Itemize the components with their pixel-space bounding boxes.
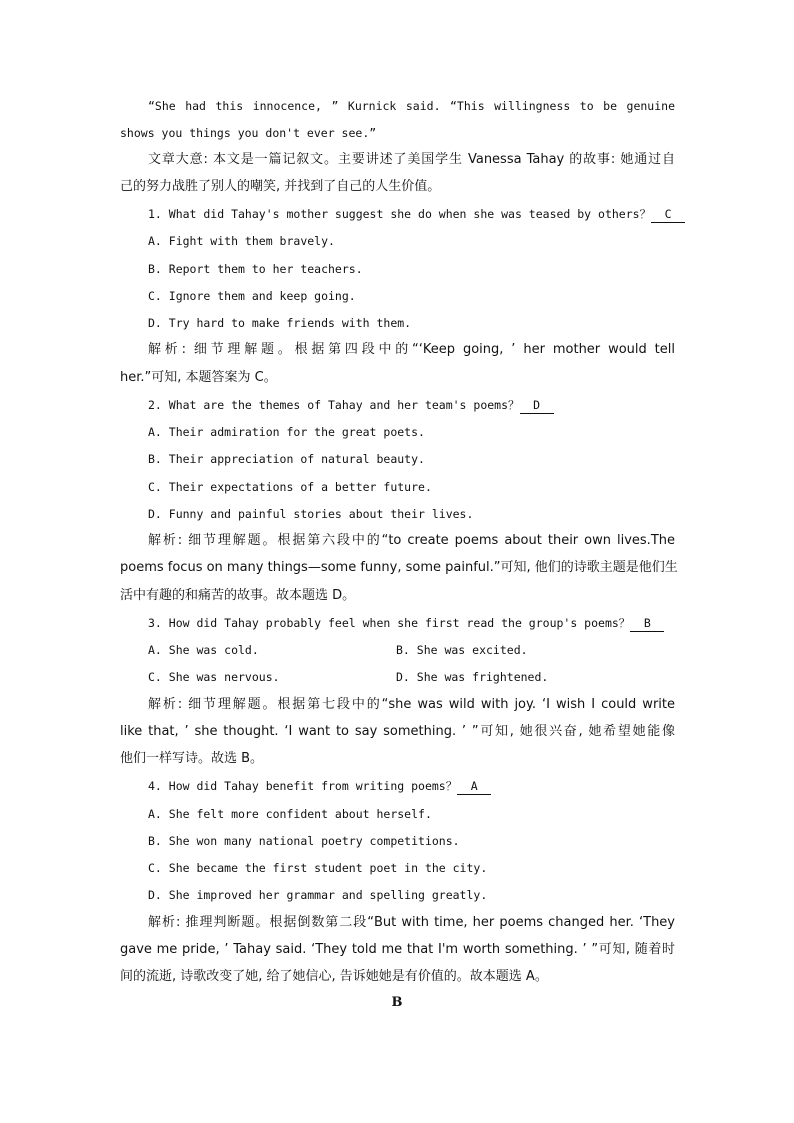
q2-option-d: D. Funny and painful stories about their lives. xyxy=(148,507,474,521)
q4-option-d: D. She improved her grammar and spelling greatly. xyxy=(148,888,488,902)
q1-analysis-line-2: her.”可知, 本题答案为 C。 xyxy=(120,370,277,385)
q1-option-a: A. Fight with them bravely. xyxy=(148,234,335,248)
summary-line-2: 己的努力战胜了别人的嘲笑, 并找到了自己的人生价值。 xyxy=(120,179,441,194)
q1-stem xyxy=(148,204,675,224)
q4-analysis-line-1: 解析: 推理判断题。根据倒数第二段“But with time, her poems changed her. ‘They xyxy=(148,915,675,930)
q1-analysis-line-1: 解析: 细节理解题。根据第四段中的“‘Keep going, ’ her mother would tell xyxy=(148,342,675,357)
q1-option-d: D. Try hard to make friends with them. xyxy=(148,316,412,330)
quote-line-2: shows you things you don't ever see.” xyxy=(120,126,377,140)
q2-analysis-line-2: poems focus on many things—some funny, some painful.”可知, 他们的诗歌主题是他们生 xyxy=(120,560,678,575)
q1-option-b: B. Report them to her teachers. xyxy=(148,262,363,276)
q3-option-d: D. She was frightened. xyxy=(396,670,549,684)
section-marker: B xyxy=(391,995,403,1010)
q4-analysis-line-3: 间的流逝, 诗歌改变了她, 给了她信心, 告诉她她是有价值的。故本题选 A。 xyxy=(120,969,548,984)
q2-option-a: A. Their admiration for the great poets. xyxy=(148,425,425,439)
q3-option-a: A. She was cold. xyxy=(148,643,259,657)
q3-analysis-line-1: 解析: 细节理解题。根据第七段中的“she was wild with joy. ‘I wish I could write xyxy=(148,697,675,712)
q4-option-b: B. She won many national poetry competitions. xyxy=(148,834,460,848)
q4-analysis-line-2: gave me pride, ’ Tahay said. ‘They told me that I'm worth something. ’ ”可知, 随着时 xyxy=(120,942,675,957)
q1-option-c: C. Ignore them and keep going. xyxy=(148,289,356,303)
q2-option-c: C. Their expectations of a better future. xyxy=(148,480,432,494)
quote-line-1: “She had this innocence, ” Kurnick said. “This willingness to be genuine xyxy=(148,99,675,113)
q2-analysis-line-1: 解析: 细节理解题。根据第六段中的“to create poems about their own lives.The xyxy=(148,533,675,548)
q2-analysis-line-3: 活中有趣的和痛苦的故事。故本题选 D。 xyxy=(120,588,356,603)
q3-answer: B xyxy=(630,616,664,632)
q4-option-c: C. She became the first student poet in the city. xyxy=(148,861,488,875)
q1-stem-text: 1. What did Tahay's mother suggest she do when she was teased by others？ xyxy=(148,207,652,221)
q2-stem xyxy=(148,395,675,415)
q3-stem-text: 3. How did Tahay probably feel when she first read the group's poems？ xyxy=(148,616,631,630)
q4-stem xyxy=(148,776,675,796)
q2-stem-text: 2. What are the themes of Tahay and her team's poems？ xyxy=(148,398,520,412)
summary-line-1: 文章大意: 本文是一篇记叙文。主要讲述了美国学生 Vanessa Tahay 的故事: 她通过自 xyxy=(148,152,675,167)
q1-answer: C xyxy=(651,207,685,223)
q3-options-row-2 xyxy=(148,667,675,687)
q2-answer: D xyxy=(520,398,554,414)
q3-options-row-1 xyxy=(148,640,675,660)
q4-answer: A xyxy=(457,779,491,795)
q4-stem-text: 4. How did Tahay benefit from writing poems？ xyxy=(148,779,458,793)
q3-option-c: C. She was nervous. xyxy=(148,670,280,684)
q2-option-b: B. Their appreciation of natural beauty. xyxy=(148,452,425,466)
q3-option-b: B. She was excited. xyxy=(396,643,528,657)
q3-analysis-line-3: 他们一样写诗。故选 B。 xyxy=(120,751,264,766)
q3-stem xyxy=(148,613,675,633)
q4-option-a: A. She felt more confident about herself. xyxy=(148,807,432,821)
q3-analysis-line-2: like that, ’ she thought. ‘I want to say something. ’ ”可知, 她很兴奋, 她希望她能像 xyxy=(120,724,675,739)
